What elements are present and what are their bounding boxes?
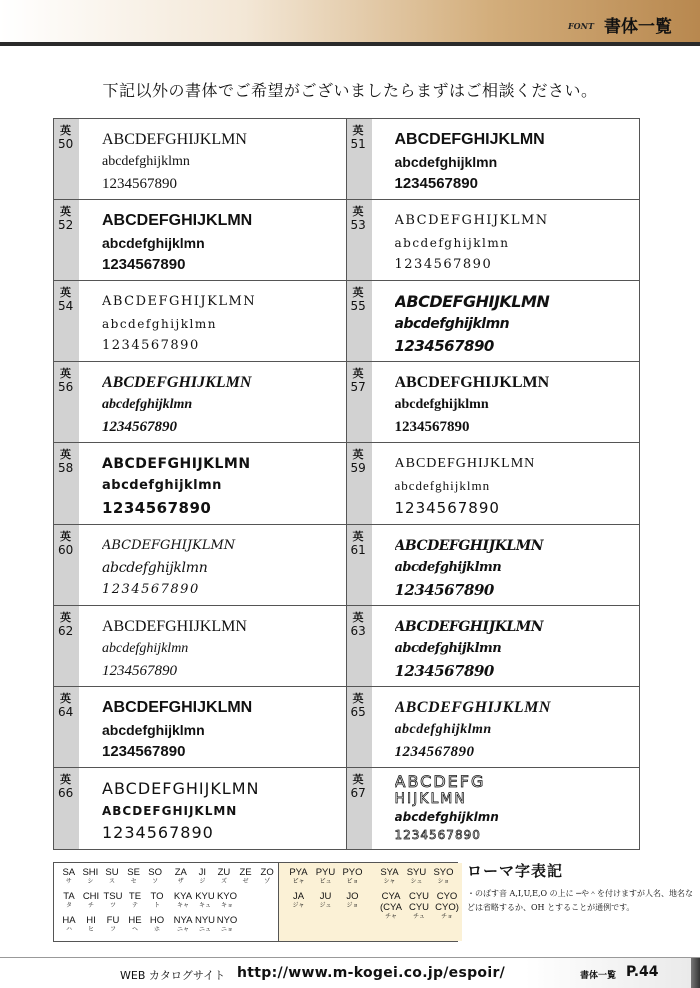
romaji-cell — [406, 891, 432, 921]
font-number: 57 — [350, 380, 366, 395]
font-tag-kanji: 英 — [60, 286, 71, 300]
sample-uppercase: ABCDEFGHIJKLMN — [102, 778, 260, 798]
romaji-cell — [80, 891, 102, 915]
font-tag — [347, 443, 372, 523]
page-title: 書体一覧 — [604, 17, 672, 37]
font-sample-58 — [54, 443, 347, 524]
romaji-letters: SYU — [406, 867, 427, 878]
romaji-kana: ニャ — [176, 927, 189, 933]
font-tag-kanji: 英 — [60, 448, 71, 462]
sample-uppercase: ABCDEFGHIJKLMN — [394, 618, 544, 635]
sample-digits: 1234567890 — [102, 338, 200, 354]
romaji-letters: FU — [106, 915, 120, 926]
romaji-letters: SYA — [380, 867, 399, 878]
font-sample-text — [395, 697, 636, 763]
sample-uppercase: ABCDEFGHIJKLMN — [394, 292, 550, 312]
sample-uppercase: ABCDEFGHIJKLMN — [102, 617, 247, 635]
sample-lowercase: abcdefghijklmn — [102, 640, 189, 656]
font-number: 67 — [350, 785, 366, 800]
romaji-kana: タ — [65, 903, 72, 909]
romaji-kana: ピョ — [346, 879, 359, 885]
font-sample-text — [395, 291, 636, 357]
romaji-row — [58, 867, 278, 891]
sample-lowercase: abcdefghijklmn — [102, 235, 205, 252]
romaji-kana: キュ — [198, 903, 211, 909]
font-tag-kanji: 英 — [60, 205, 71, 219]
font-tag-kanji: 英 — [60, 772, 71, 786]
font-sample-52 — [54, 200, 347, 281]
romaji-letters: KYU — [195, 891, 215, 902]
romaji-cell — [216, 891, 238, 915]
font-sample-text — [395, 210, 636, 276]
romaji-cell — [172, 891, 194, 915]
sample-digits: 1234567890 — [394, 827, 481, 842]
font-sample-text — [102, 697, 342, 763]
romaji-kana: ト — [153, 903, 160, 909]
romaji-kana: ピャ — [292, 879, 305, 885]
sample-lowercase: abcdefghijklmn — [102, 721, 205, 738]
romaji-cell — [80, 915, 102, 939]
font-sample-text — [102, 453, 342, 519]
sample-uppercase: ABCDEFGHIJKLMN — [102, 294, 257, 310]
font-sample-63 — [347, 606, 640, 687]
romaji-cell — [172, 915, 194, 939]
romaji-letters: PYU — [315, 867, 336, 878]
romaji-cell — [102, 915, 124, 939]
font-number: 63 — [350, 623, 366, 638]
intro-text: 下記以外の書体でご希望がございましたらまずはご相談ください。 — [102, 81, 598, 100]
font-tag — [347, 525, 372, 605]
font-tag-kanji: 英 — [60, 691, 71, 705]
font-tag — [54, 525, 79, 605]
font-tag — [347, 119, 372, 199]
sample-digits: 1234567890 — [102, 176, 177, 192]
font-sample-text — [102, 210, 342, 276]
romaji-kana: ヘ — [131, 927, 138, 933]
romaji-letters: JO — [346, 891, 359, 902]
sample-digits: 1234567890 — [102, 662, 177, 679]
font-tag — [54, 606, 79, 686]
sample-uppercase: ABCDEFGHIJKLMN — [102, 131, 247, 148]
footer-edge-tab — [691, 958, 700, 988]
font-tag-kanji: 英 — [352, 691, 364, 705]
romaji-kana: テ — [131, 903, 138, 909]
font-tag-kanji: 英 — [352, 772, 364, 786]
font-tag — [347, 281, 372, 361]
sample-digits: 1234567890 — [394, 337, 494, 356]
font-number: 64 — [58, 704, 74, 719]
romaji-cell — [124, 915, 146, 939]
romaji-letters: SA — [62, 867, 76, 878]
sample-digits: 1234567890 — [394, 743, 475, 760]
romaji-table — [53, 862, 458, 942]
romaji-row — [285, 891, 462, 921]
romaji-cell — [194, 915, 216, 939]
font-sample-53 — [347, 200, 640, 281]
sample-lowercase: abcdefghijklmn — [102, 559, 208, 576]
font-sample-67 — [347, 768, 640, 849]
font-tag — [347, 606, 372, 686]
sample-uppercase: ABCDEFGHIJKLMN — [102, 212, 253, 230]
font-tag-kanji: 英 — [60, 367, 71, 381]
romaji-letters: HO — [149, 915, 165, 926]
romaji-note-title: ローマ字表記 — [467, 862, 564, 880]
footer-section-name: 書体一覧 — [580, 971, 617, 981]
sample-digits: 1234567890 — [102, 419, 177, 436]
font-tag-kanji: 英 — [60, 124, 71, 137]
sample-lowercase: abcdefghijklmn — [394, 721, 492, 737]
romaji-cell — [58, 891, 80, 915]
font-sample-62 — [54, 606, 347, 687]
font-tag — [347, 687, 372, 767]
romaji-cell — [339, 867, 366, 891]
font-sample-text — [395, 372, 636, 438]
sample-digits: 1234567890 — [102, 581, 200, 597]
font-number: 66 — [58, 785, 74, 800]
romaji-cell — [339, 891, 366, 921]
romaji-letters: HI — [86, 915, 96, 926]
font-number: 65 — [350, 704, 366, 719]
font-sample-text — [102, 129, 342, 195]
font-number: 53 — [350, 218, 366, 233]
romaji-note — [467, 860, 697, 915]
romaji-cell — [312, 891, 339, 921]
font-tag — [347, 768, 372, 849]
font-sample-54 — [54, 281, 347, 362]
font-tag-kanji: 英 — [352, 205, 364, 219]
romaji-cell — [235, 867, 257, 891]
romaji-kana: セ — [130, 879, 137, 885]
romaji-cell — [58, 867, 80, 891]
font-number: 51 — [350, 137, 366, 151]
romaji-cell — [213, 867, 235, 891]
footer-url-link[interactable]: http://www.m-kogei.co.jp/espoir/ — [237, 965, 506, 981]
font-number: 56 — [58, 380, 74, 395]
font-tag — [54, 281, 79, 361]
romaji-cell — [256, 867, 278, 891]
romaji-letters: JI — [198, 867, 207, 878]
font-tag — [54, 687, 79, 767]
sample-lowercase: abcdefghijklmn — [102, 154, 190, 169]
font-number: 58 — [58, 461, 74, 476]
romaji-letters: TO — [150, 891, 164, 902]
romaji-compound — [279, 863, 462, 941]
romaji-kana: チュ — [413, 914, 425, 920]
font-sample-text — [102, 372, 342, 438]
romaji-letters: SHI — [82, 867, 99, 878]
romaji-cell — [124, 891, 146, 915]
romaji-letters: SU — [105, 867, 119, 878]
romaji-kana: シュ — [410, 879, 423, 885]
header-font-label: FONT — [568, 21, 594, 31]
romaji-letters: NYO — [216, 915, 238, 926]
font-number: 54 — [58, 299, 74, 314]
sample-lowercase: abcdefghijklmn — [102, 317, 217, 332]
font-tag-kanji: 英 — [352, 448, 364, 462]
romaji-letters: CHI — [82, 891, 100, 902]
font-sample-text — [395, 129, 636, 195]
romaji-letters: ZE — [239, 867, 252, 878]
font-sample-56 — [54, 362, 347, 443]
romaji-kana: ス — [108, 879, 115, 885]
sample-uppercase: ABCDEFGHIJKLMN — [102, 537, 236, 553]
romaji-letters: SO — [148, 867, 163, 878]
romaji-kana: サ — [65, 879, 72, 885]
romaji-note-body: ・のばす音 A,I,U,E,O の上に ─や＾を付けますが人名、地名などは省略するか、OH とすることが通例です。 — [467, 889, 693, 912]
romaji-kana: ジ — [199, 879, 206, 885]
sample-uppercase: ABCDEFG — [394, 773, 486, 790]
font-sample-60 — [54, 525, 347, 606]
romaji-kana: ゼ — [242, 879, 249, 885]
sample-uppercase: ABCDEFGHIJKLMN — [394, 213, 549, 229]
sample-lowercase: abcdefghijklmn — [394, 316, 510, 333]
romaji-letters: KYO — [216, 891, 238, 902]
romaji-kana: ヒ — [87, 927, 94, 933]
font-sample-66 — [54, 768, 347, 849]
romaji-kana: ジュ — [319, 903, 332, 909]
romaji-cell — [194, 891, 216, 915]
romaji-kana: ピュ — [319, 879, 332, 885]
sample-uppercase: ABCDEFGHIJKLMN — [102, 698, 253, 716]
romaji-letters: TA — [63, 891, 75, 902]
font-tag-kanji: 英 — [352, 610, 364, 624]
font-tag — [347, 200, 372, 280]
sample-uppercase: ABCDEFGHIJKLMN — [394, 537, 544, 554]
font-sample-65 — [347, 687, 640, 768]
sample-digits: 1234567890 — [394, 661, 494, 680]
sample-digits: 1234567890 — [394, 580, 494, 599]
sample-digits: 1234567890 — [394, 419, 470, 436]
font-sample-text — [102, 291, 342, 357]
font-sample-57 — [347, 362, 640, 443]
romaji-cell — [170, 867, 192, 891]
romaji-kana: キョ — [220, 903, 233, 909]
font-sample-text — [102, 778, 342, 844]
romaji-letters: PYO — [342, 867, 363, 878]
font-tag-kanji: 英 — [60, 529, 71, 543]
sample-uppercase: ABCDEFGHIJKLMN — [394, 456, 536, 472]
romaji-letters: TSU — [103, 891, 123, 902]
footer — [0, 957, 700, 988]
romaji-kana: ニュ — [198, 927, 211, 933]
romaji-kana: ハ — [65, 927, 72, 933]
romaji-cell — [102, 891, 124, 915]
romaji-letters: HA — [62, 915, 76, 926]
romaji-cell — [216, 915, 238, 939]
romaji-kana: ゾ — [264, 879, 271, 885]
sample-lowercase: abcdefghijklmn — [102, 397, 193, 413]
romaji-cell — [192, 867, 214, 891]
sample-digits: 1234567890 — [102, 499, 212, 518]
footer-catalog-label: WEB カタログサイト — [120, 969, 226, 982]
romaji-kana: ジャ — [292, 903, 305, 909]
font-sample-55 — [347, 281, 640, 362]
romaji-cell — [146, 915, 168, 939]
romaji-letters: NYU — [194, 915, 216, 926]
romaji-letters: ZU — [217, 867, 231, 878]
font-tag-kanji: 英 — [352, 124, 364, 137]
font-tag — [54, 443, 79, 523]
font-sample-61 — [347, 525, 640, 606]
romaji-kana: ジョ — [346, 903, 359, 909]
romaji-cell — [376, 891, 406, 921]
romaji-kana: ソ — [152, 879, 159, 885]
romaji-letters: HE — [128, 915, 142, 926]
sample-uppercase: ABCDEFGHIJKLMN — [394, 374, 550, 392]
romaji-letters: CYA (CYA — [380, 891, 402, 913]
romaji-cell — [285, 867, 312, 891]
sample-uppercase: ABCDEFGHIJKLMN — [394, 131, 545, 148]
font-number: 59 — [350, 461, 366, 476]
header-bar — [0, 0, 700, 46]
font-sample-50 — [54, 119, 347, 200]
sample-digits: 1234567890 — [102, 742, 186, 760]
font-sample-text — [395, 453, 636, 519]
sample-uppercase: ABCDEFGHIJKLMN — [102, 456, 251, 473]
romaji-letters: SE — [127, 867, 140, 878]
romaji-kana: シャ — [383, 879, 396, 885]
romaji-letters: NYA — [173, 915, 193, 926]
font-tag — [54, 119, 79, 199]
font-tag — [54, 200, 79, 280]
sample-digits: 1234567890 — [102, 256, 186, 274]
font-number: 60 — [58, 542, 74, 557]
font-tag-kanji: 英 — [352, 529, 364, 543]
romaji-cell — [432, 891, 462, 921]
romaji-basic — [54, 863, 279, 941]
romaji-kana: フ — [109, 927, 116, 933]
romaji-kana: ズ — [220, 879, 227, 885]
sample-small-caps: ABCDEFGHIJKLMN — [102, 803, 238, 818]
sample-lowercase: abcdefghijklmn — [394, 559, 502, 575]
font-sample-text — [395, 535, 636, 601]
romaji-kana: チ — [87, 903, 94, 909]
romaji-row — [285, 867, 462, 891]
romaji-kana: チャ — [385, 914, 397, 920]
romaji-cell — [403, 867, 430, 891]
sample-uppercase-2: HIJKLMN — [394, 790, 467, 807]
font-number: 61 — [350, 542, 366, 557]
sample-lowercase: abcdefghijklmn — [394, 478, 491, 494]
romaji-cell — [376, 867, 403, 891]
font-tag-kanji: 英 — [352, 286, 364, 300]
font-sample-64 — [54, 687, 347, 768]
sample-digits: 1234567890 — [394, 175, 478, 192]
sample-lowercase: abcdefghijklmn — [394, 809, 499, 824]
font-tag-kanji: 英 — [60, 610, 71, 624]
sample-digits: 1234567890 — [102, 822, 214, 842]
romaji-cell — [430, 867, 457, 891]
font-number: 50 — [58, 137, 74, 151]
romaji-letters: ZA — [174, 867, 187, 878]
romaji-kana: ツ — [109, 903, 116, 909]
romaji-letters: JA — [292, 891, 305, 902]
romaji-cell — [312, 867, 339, 891]
romaji-row — [58, 915, 278, 939]
font-sample-text — [395, 616, 636, 682]
romaji-letters: ZO — [260, 867, 274, 878]
romaji-cell — [80, 867, 102, 891]
sample-digits: 1234567890 — [394, 499, 500, 518]
romaji-kana: ニョ — [220, 927, 233, 933]
romaji-letters: TE — [128, 891, 142, 902]
font-sample-grid — [53, 118, 640, 850]
font-sample-text — [102, 616, 342, 682]
font-sample-text — [102, 535, 342, 601]
sample-lowercase: abcdefghijklmn — [394, 640, 502, 656]
romaji-letters: CYO CYO) — [435, 891, 459, 913]
romaji-letters: SYO — [433, 867, 454, 878]
header-divider — [0, 42, 700, 46]
romaji-kana: シ — [87, 879, 94, 885]
font-tag — [347, 362, 372, 442]
romaji-row — [58, 891, 278, 915]
font-tag — [54, 768, 79, 849]
font-tag — [54, 362, 79, 442]
font-sample-59 — [347, 443, 640, 524]
font-sample-text — [395, 774, 636, 844]
romaji-cell — [101, 867, 123, 891]
sample-lowercase: abcdefghijklmn — [394, 154, 498, 170]
romaji-letters: KYA — [173, 891, 193, 902]
romaji-cell — [144, 867, 166, 891]
romaji-cell — [146, 891, 168, 915]
font-sample-51 — [347, 119, 640, 200]
romaji-letters: JU — [319, 891, 332, 902]
font-tag-kanji: 英 — [352, 367, 364, 381]
sample-digits: 1234567890 — [394, 257, 493, 273]
romaji-cell — [58, 915, 80, 939]
romaji-letters: CYU CYU — [408, 891, 430, 913]
romaji-kana: チョ — [441, 914, 453, 920]
romaji-letters: PYA — [289, 867, 308, 878]
romaji-kana: ショ — [437, 879, 450, 885]
romaji-cell — [123, 867, 145, 891]
sample-lowercase: abcdefghijklmn — [394, 397, 489, 413]
sample-uppercase: ABCDEFGHIJKLMN — [102, 374, 252, 392]
romaji-kana: ザ — [177, 879, 184, 885]
page-number: P.44 — [626, 964, 659, 980]
font-number: 62 — [58, 623, 74, 638]
romaji-cell — [285, 891, 312, 921]
sample-lowercase: abcdefghijklmn — [394, 236, 510, 251]
romaji-kana: キャ — [176, 903, 189, 909]
font-number: 52 — [58, 218, 74, 233]
sample-uppercase: ABCDEFGHIJKLMN — [394, 698, 551, 716]
sample-lowercase: abcdefghijklmn — [102, 478, 222, 494]
romaji-kana: ホ — [153, 927, 160, 933]
font-number: 55 — [350, 299, 366, 314]
